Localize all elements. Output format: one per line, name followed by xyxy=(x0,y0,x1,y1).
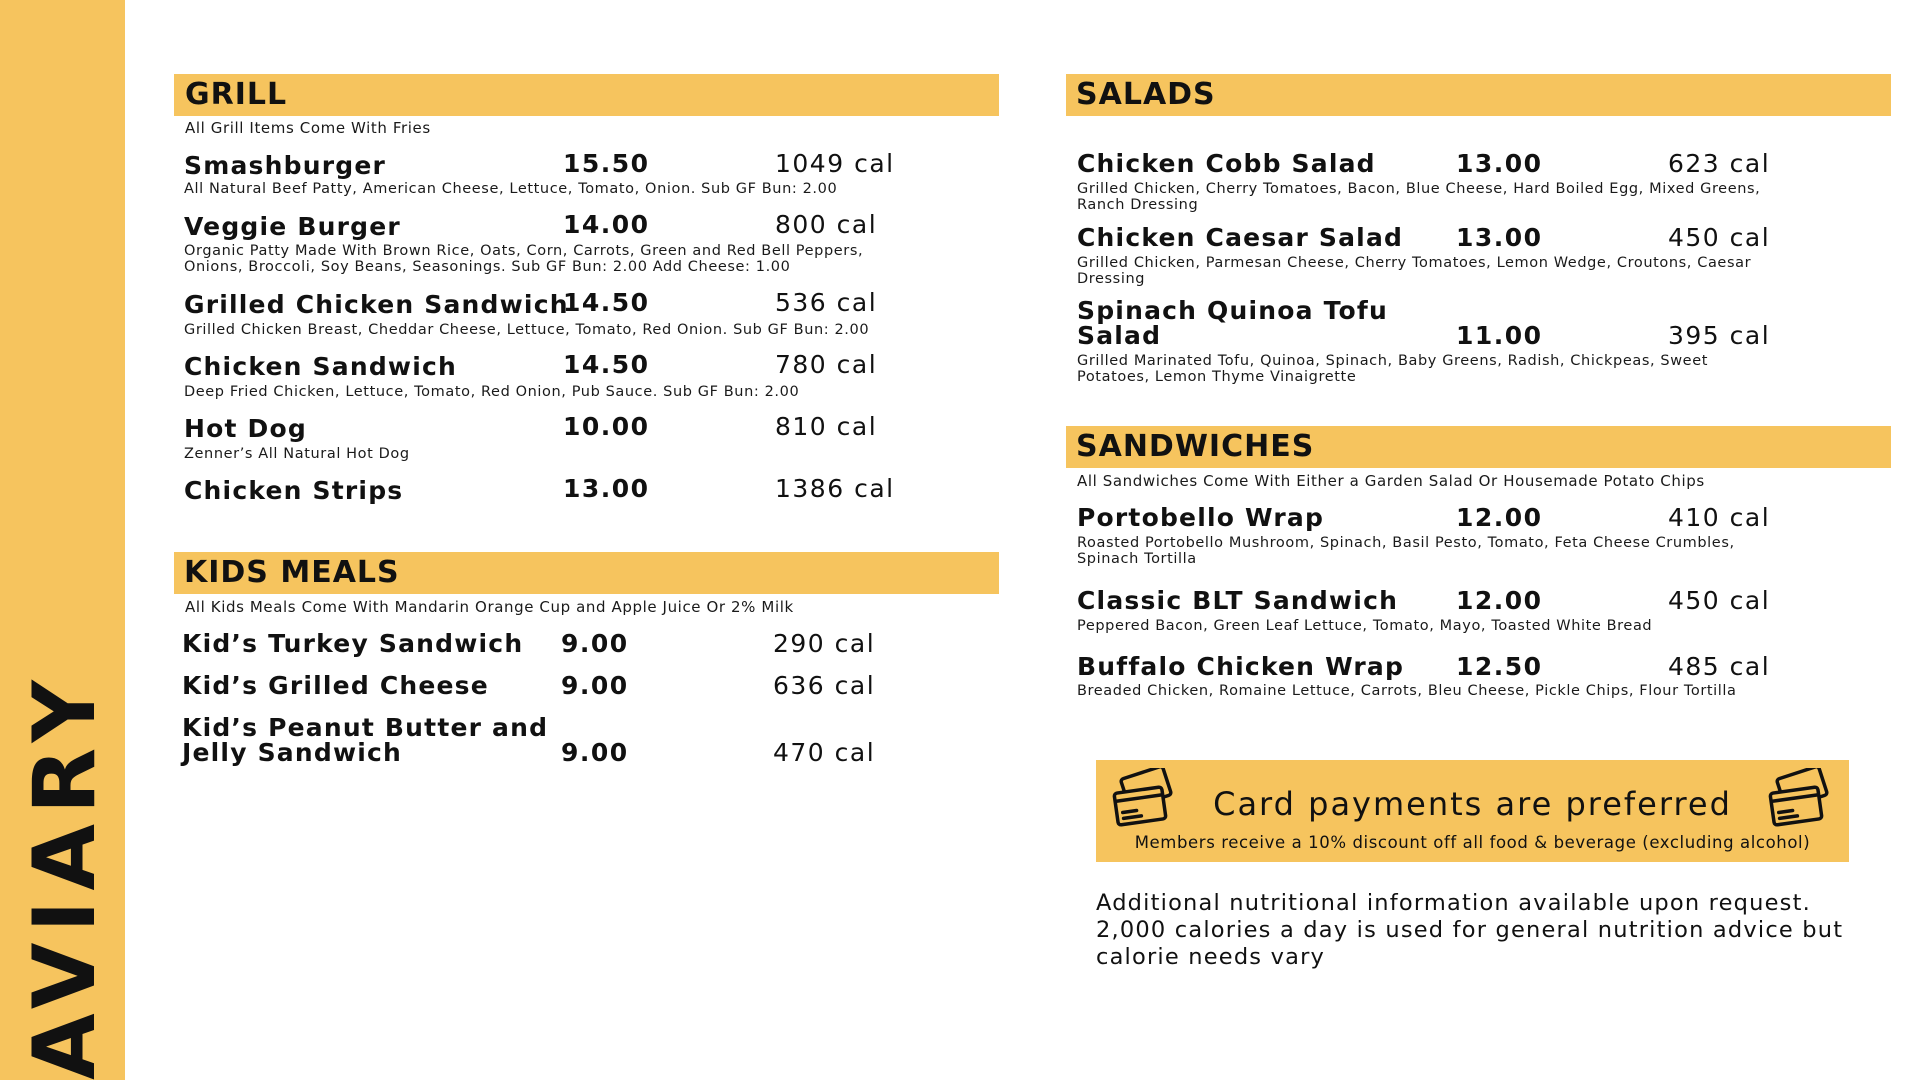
item-price: 12.00 xyxy=(1456,503,1543,532)
item-calories: 1049 cal xyxy=(775,149,895,178)
item-calories: 1386 cal xyxy=(775,474,895,503)
item-price: 9.00 xyxy=(561,629,629,658)
item-description-line: Roasted Portobello Mushroom, Spinach, Basil Pesto, Tomato, Feta Cheese Crumbles, xyxy=(1077,535,1735,551)
grill-header xyxy=(174,74,999,116)
item-description-line: Grilled Chicken, Cherry Tomatoes, Bacon, Blue Cheese, Hard Boiled Egg, Mixed Greens, xyxy=(1077,181,1761,197)
item-price: 14.50 xyxy=(563,288,650,317)
item-description-line: Organic Patty Made With Brown Rice, Oats, Corn, Carrots, Green and Red Bell Peppers, xyxy=(184,243,864,259)
item-price: 9.00 xyxy=(561,738,629,767)
item-description-line: Grilled Marinated Tofu, Quinoa, Spinach, Baby Greens, Radish, Chickpeas, Sweet xyxy=(1077,353,1708,369)
grill-note: All Grill Items Come With Fries xyxy=(185,119,431,137)
item-description-line: Ranch Dressing xyxy=(1077,197,1199,213)
brand-name: AVIARY xyxy=(15,670,115,1080)
nutrition-footnote xyxy=(1096,890,1856,971)
footnote-line: 2,000 calories a day is used for general nutrition advice but xyxy=(1096,917,1844,943)
item-price: 14.50 xyxy=(563,350,650,379)
item-name: Kid’s Turkey Sandwich xyxy=(182,629,524,658)
item-description-line: Dressing xyxy=(1077,271,1146,287)
sandwiches-note: All Sandwiches Come With Either a Garden Salad Or Housemade Potato Chips xyxy=(1077,472,1705,490)
item-price: 10.00 xyxy=(563,412,650,441)
item-price: 9.00 xyxy=(561,671,629,700)
item-name: Chicken Sandwich xyxy=(184,352,457,381)
salads-header xyxy=(1066,74,1891,116)
item-calories: 800 cal xyxy=(775,210,878,239)
item-price: 13.00 xyxy=(1456,223,1543,252)
item-price: 12.50 xyxy=(1456,652,1543,681)
item-price: 15.50 xyxy=(563,149,650,178)
item-description: Deep Fried Chicken, Lettuce, Tomato, Red Onion, Pub Sauce. Sub GF Bun: 2.00 xyxy=(184,384,800,400)
item-name: Kid’s Grilled Cheese xyxy=(182,671,489,700)
item-name-line: Salad xyxy=(1077,321,1162,350)
item-name: Chicken Strips xyxy=(184,476,404,505)
item-price: 13.00 xyxy=(563,474,650,503)
salads-title: SALADS xyxy=(1076,77,1216,112)
item-price: 14.00 xyxy=(563,210,650,239)
item-name-line: Jelly Sandwich xyxy=(182,738,403,767)
item-name: Grilled Chicken Sandwich xyxy=(184,290,569,319)
kids-title: KIDS MEALS xyxy=(184,555,400,590)
item-description: Peppered Bacon, Green Leaf Lettuce, Tomato, Mayo, Toasted White Bread xyxy=(1077,618,1653,634)
item-name: Portobello Wrap xyxy=(1077,503,1325,532)
footnote-line: Additional nutritional information available upon request. xyxy=(1096,890,1811,916)
credit-card-icon xyxy=(1766,768,1834,828)
item-price: 12.00 xyxy=(1456,586,1543,615)
grill-title: GRILL xyxy=(185,77,288,112)
kids-note: All Kids Meals Come With Mandarin Orange Cup and Apple Juice Or 2% Milk xyxy=(185,598,794,616)
item-description-line: Potatoes, Lemon Thyme Vinaigrette xyxy=(1077,369,1357,385)
item-calories: 410 cal xyxy=(1668,503,1771,532)
item-price: 13.00 xyxy=(1456,149,1543,178)
footnote-line: calorie needs vary xyxy=(1096,944,1326,970)
item-calories: 780 cal xyxy=(775,350,878,379)
item-name: Chicken Caesar Salad xyxy=(1077,223,1404,252)
item-calories: 810 cal xyxy=(775,412,878,441)
item-calories: 450 cal xyxy=(1668,223,1771,252)
item-description-line: Grilled Chicken, Parmesan Cheese, Cherry Tomatoes, Lemon Wedge, Croutons, Caesar xyxy=(1077,255,1752,271)
item-description: All Natural Beef Patty, American Cheese, Lettuce, Tomato, Onion. Sub GF Bun: 2.00 xyxy=(184,181,838,197)
item-name: Smashburger xyxy=(184,151,387,180)
item-calories: 395 cal xyxy=(1668,321,1771,350)
item-calories: 636 cal xyxy=(773,671,876,700)
item-name: Hot Dog xyxy=(184,414,307,443)
sandwiches-title: SANDWICHES xyxy=(1076,429,1315,464)
item-name-line: Kid’s Peanut Butter and xyxy=(182,713,549,742)
item-description-line: Onions, Broccoli, Soy Beans, Seasonings. Sub GF Bun: 2.00 Add Cheese: 1.00 xyxy=(184,259,791,275)
item-name: Veggie Burger xyxy=(184,212,401,241)
item-name: Classic BLT Sandwich xyxy=(1077,586,1399,615)
payment-notice xyxy=(1096,760,1849,862)
item-description: Grilled Chicken Breast, Cheddar Cheese, Lettuce, Tomato, Red Onion. Sub GF Bun: 2.00 xyxy=(184,322,870,338)
item-calories: 485 cal xyxy=(1668,652,1771,681)
item-calories: 290 cal xyxy=(773,629,876,658)
item-calories: 450 cal xyxy=(1668,586,1771,615)
payment-title: Card payments are preferred xyxy=(1213,785,1732,823)
brand-sidebar xyxy=(0,0,125,1080)
item-calories: 623 cal xyxy=(1668,149,1771,178)
item-description: Zenner’s All Natural Hot Dog xyxy=(184,446,410,462)
item-name-line: Spinach Quinoa Tofu xyxy=(1077,296,1389,325)
item-description-line: Spinach Tortilla xyxy=(1077,551,1197,567)
item-name: Chicken Cobb Salad xyxy=(1077,149,1376,178)
item-description: Breaded Chicken, Romaine Lettuce, Carrots, Bleu Cheese, Pickle Chips, Flour Tortilla xyxy=(1077,683,1737,699)
item-price: 11.00 xyxy=(1456,321,1543,350)
kids-header xyxy=(174,552,999,594)
payment-subtitle: Members receive a 10% discount off all food & beverage (excluding alcohol) xyxy=(1134,833,1811,852)
item-calories: 536 cal xyxy=(775,288,878,317)
item-calories: 470 cal xyxy=(773,738,876,767)
sandwiches-header xyxy=(1066,426,1891,468)
item-name: Buffalo Chicken Wrap xyxy=(1077,652,1405,681)
